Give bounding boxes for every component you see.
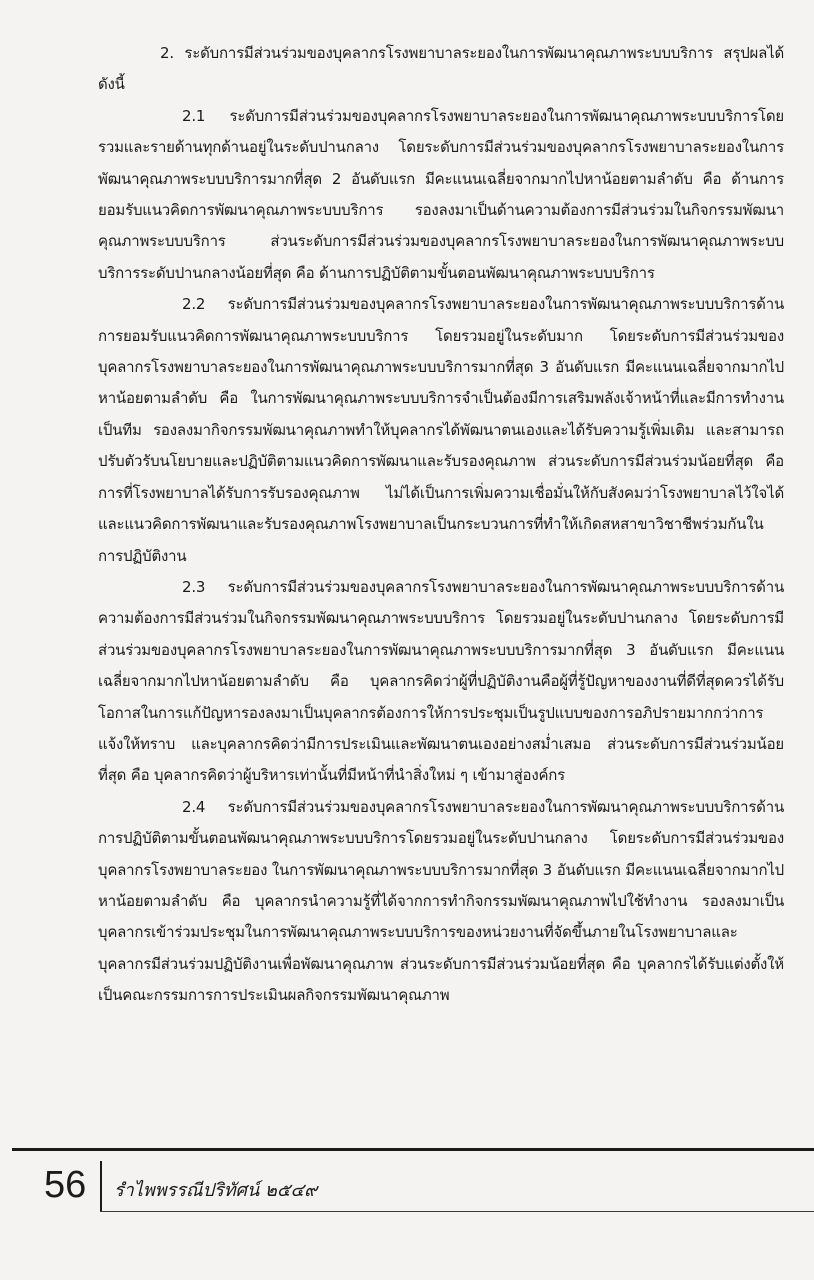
paragraph-2-2: 2.2 ระดับการมีส่วนร่วมของบุคลากรโรงพยาบาลระยองในการพัฒนาคุณภาพระบบบริการด้านการยอมรับแนวคิดการพัฒนาคุณภาพระบบบริการ โดยรวมอยู่ในระดับมาก โดยระดับการมีส่วนร่วมของบุคลากรโรงพยาบาลระยองในการพัฒนาคุณภาพระบบบริการมากที่สุด 3 อันดับแรก มีคะแนนเฉลี่ยจากมากไปหาน้อยตามลำดับ คือ ในการพัฒนาคุณภาพระบบบริการจำเป็นต้องมีการเสริมพลังเจ้าหน้าที่และมีการทำงานเป็นทีม รองลงมากิจกรรมพัฒนาคุณภาพทำให้บุคลากรได้พัฒนาตนเองและได้รับความรู้เพิ่มเติม และสามารถปรับตัวรับนโยบายและปฏิบัติตามแนวคิดการพัฒนาและรับรองคุณภาพ ส่วนระดับการมีส่วนร่วมน้อยที่สุด คือ การที่โรงพยาบาลได้รับการรับรองคุณภาพ ไม่ได้เป็นการเพิ่มความเชื่อมั่นให้กับสังคมว่าโรงพยาบาลไว้ใจได้ และแนวคิดการพัฒนาและรับรองคุณภาพโรงพยาบาลเป็นกระบวนการที่ทำให้เกิดสหสาขาวิชาชีพร่วมกันในการปฏิบัติงาน [98,295,784,565]
paragraph-2-1: 2.1 ระดับการมีส่วนร่วมของบุคลากรโรงพยาบาลระยองในการพัฒนาคุณภาพระบบบริการโดยรวมและรายด้านทุกด้านอยู่ในระดับปานกลาง โดยระดับการมีส่วนร่วมของบุคลากรโรงพยาบาลระยองในการพัฒนาคุณภาพระบบบริการมากที่สุด 2 อันดับแรก มีคะแนนเฉลี่ยจากมากไปหาน้อยตามลำดับ คือ ด้านการยอมรับแนวคิดการพัฒนาคุณภาพระบบบริการ รองลงมาเป็นด้านความต้องการมีส่วนร่วมในกิจกรรมพัฒนาคุณภาพระบบบริการ ส่วนระดับการมีส่วนร่วมของบุคลากรโรงพยาบาลระยองในการพัฒนาคุณภาพระบบบริการระดับปานกลางน้อยที่สุด คือ ด้านการปฏิบัติตามขั้นตอนพัฒนาคุณภาพระบบบริการ [98,106,784,282]
running-title: รำไพพรรณีปริทัศน์ ๒๕๔๙ [114,1180,318,1201]
footer-rule-thin [100,1211,814,1212]
paragraph-2-3: 2.3 ระดับการมีส่วนร่วมของบุคลากรโรงพยาบาลระยองในการพัฒนาคุณภาพระบบบริการด้านความต้องการมีส่วนร่วมในกิจกรรมพัฒนาคุณภาพระบบบริการ โดยรวมอยู่ในระดับปานกลาง โดยระดับการมีส่วนร่วมของบุคลากรโรงพยาบาลระยองในการพัฒนาคุณภาพระบบบริการมากที่สุด 3 อันดับแรก มีคะแนนเฉลี่ยจากมากไปหาน้อยตามลำดับ คือ บุคลากรคิดว่าผู้ที่ปฏิบัติงานคือผู้ที่รู้ปัญหาของงานที่ดีที่สุดควรได้รับโอกาสในการแก้ปัญหารองลงมาเป็นบุคลากรต้องการให้การประชุมเป็นรูปแบบของการอภิปรายมากกว่าการแจ้งให้ทราบ และบุคลากรคิดว่ามีการประเมินและพัฒนาตนเองอย่างสม่ำเสมอ ส่วนระดับการมีส่วนร่วมน้อยที่สุด คือ บุคลากรคิดว่าผู้บริหารเท่านั้นที่มีหน้าที่นำสิ่งใหม่ ๆ เข้ามาสู่องค์กร [98,577,784,785]
page-number: 56 [44,1164,87,1206]
paragraph-section-2: 2. ระดับการมีส่วนร่วมของบุคลากรโรงพยาบาลระยองในการพัฒนาคุณภาพระบบบริการ สรุปผลได้ดังนี้ [98,44,784,94]
paragraph-2-4: 2.4 ระดับการมีส่วนร่วมของบุคลากรโรงพยาบาลระยองในการพัฒนาคุณภาพระบบบริการด้านการปฏิบัติตามขั้นตอนพัฒนาคุณภาพระบบบริการโดยรวมอยู่ในระดับปานกลาง โดยระดับการมีส่วนร่วมของบุคลากรโรงพยาบาลระยอง ในการพัฒนาคุณภาพระบบบริการมากที่สุด 3 อันดับแรก มีคะแนนเฉลี่ยจากมากไปหาน้อยตามลำดับ คือ บุคลากรนำความรู้ที่ได้จากการทำกิจกรรมพัฒนาคุณภาพไปใช้ทำงาน รองลงมาเป็นบุคลากรเข้าร่วมประชุมในการพัฒนาคุณภาพระบบบริการของหน่วยงานที่จัดขึ้นภายในโรงพยาบาลและบุคลากรมีส่วนร่วมปฏิบัติงานเพื่อพัฒนาคุณภาพ ส่วนระดับการมีส่วนร่วมน้อยที่สุด คือ บุคลากรได้รับแต่งตั้งให้เป็นคณะกรรมการการประเมินผลกิจกรรมพัฒนาคุณภาพ [98,797,784,1005]
footer-divider [100,1161,102,1211]
footer-rule-thick [12,1148,814,1151]
body-text [98,38,784,1012]
